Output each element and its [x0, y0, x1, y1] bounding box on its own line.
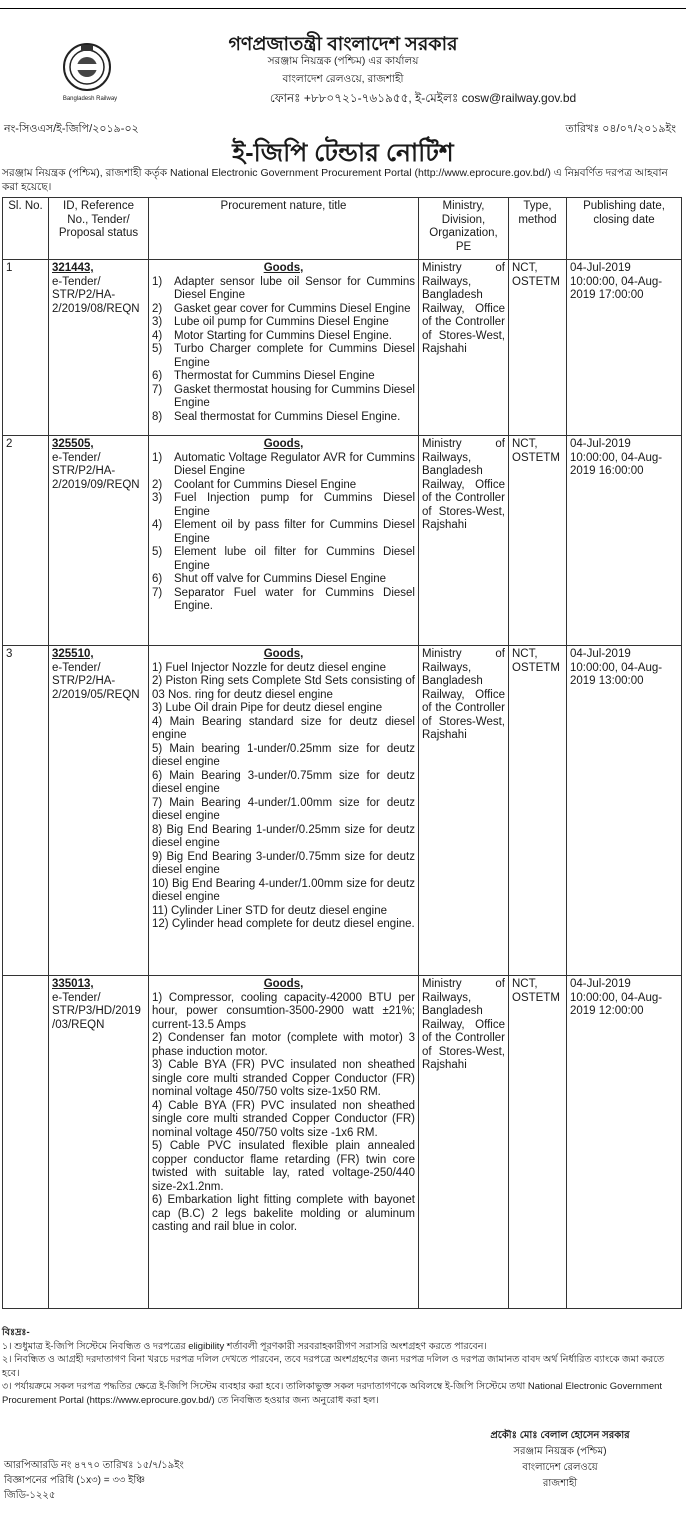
cell-id — [49, 436, 149, 646]
tender-ref: e-Tender/ STR/P3/HD/2019 /03/REQN — [52, 991, 141, 1031]
list-item: 11) Cylinder Liner STD for deutz diesel engine — [152, 904, 388, 917]
list-item: 3) Cable BYA (FR) PVC insulated non sheathed single core multi stranded Copper Conductor (FR) nominal voltage 450/750 volts size-1x50 RM. — [152, 1059, 415, 1098]
list-item: 6) Shut off valve for Cummins Diesel Engine — [152, 573, 386, 585]
goods-label: Goods, — [263, 262, 304, 274]
list-item: 5) Element lube oil filter for Cummins Diesel Engine — [152, 546, 415, 572]
signatory-designation: সরঞ্জাম নিয়ন্ত্রক (পশ্চিম) — [513, 1446, 607, 1457]
col-type: Type, method — [509, 198, 567, 260]
signatory-place: রাজশাহী — [542, 1478, 578, 1489]
cell-publishing: 04-Jul-2019 10:00:00, 04-Aug-2019 13:00:00 — [567, 646, 682, 976]
list-item: 1) Automatic Voltage Regulator AVR for Cummins Diesel Engine — [152, 451, 415, 477]
list-item: 4) Element oil by pass filter for Cummins Diesel Engine — [152, 519, 415, 545]
list-item: 1) Fuel Injector Nozzle for deutz diesel engine — [152, 661, 386, 674]
table-row — [3, 646, 682, 976]
goods-label: Goods, — [263, 978, 304, 990]
tender-table — [2, 197, 682, 1309]
col-nature: Procurement nature, title — [149, 198, 419, 260]
cell-type: NCT, OSTETM — [509, 976, 567, 1309]
notes-heading: বিঃদ্রঃ- — [2, 1327, 30, 1338]
tender-id: 325510, — [52, 648, 94, 660]
goods-label: Goods, — [263, 438, 304, 450]
cell-type: NCT, OSTETM — [509, 260, 567, 436]
cell-id — [49, 976, 149, 1309]
list-item: 1) Compressor, cooling capacity-42000 BTU per hour, power consumtion-3500-2900 watt ±21%; current-13.5 Amps — [152, 991, 415, 1031]
table-row — [3, 260, 682, 436]
list-item: 2) Coolant for Cummins Diesel Engine — [152, 478, 357, 491]
rprd-number: আরপিআরডি নং ৪৭৭০ তারিখঃ ১৫/৭/১৯ইং — [4, 1460, 184, 1471]
notice-date: তারিখঃ ০৪/০৭/২০১৯ইং — [565, 123, 676, 135]
cell-ministry: Ministry of Railways, Bangladesh Railway, Office of the Controller of Stores-West, Rajshahi — [419, 976, 509, 1309]
tender-ref: e-Tender/ STR/P2/HA-2/2019/05/REQN — [52, 661, 140, 701]
list-item: 5) Main bearing 1-under/0.25mm size for deutz diesel engine — [152, 742, 415, 768]
cell-nature — [149, 260, 419, 436]
cell-ministry: Ministry of Railways, Bangladesh Railway, Office of the Controller of Stores-West, Rajshahi — [419, 436, 509, 646]
cell-ministry: Ministry of Railways, Bangladesh Railway, Office of the Controller of Stores-West, Rajshahi — [419, 646, 509, 976]
list-item: 6) Main Bearing 3-under/0.75mm size for deutz diesel engine — [152, 769, 415, 795]
office-place: বাংলাদেশ রেলওয়ে, রাজশাহী — [282, 73, 404, 85]
list-item: 1) Adapter sensor lube oil Sensor for Cummins Diesel Engine — [152, 275, 415, 301]
signature-block — [440, 1428, 680, 1492]
list-item: 2) Piston Ring sets Complete Std Sets consisting of 03 Nos. ring for deutz diesel engine — [152, 675, 415, 701]
cell-publishing: 04-Jul-2019 10:00:00, 04-Aug-2019 12:00:00 — [567, 976, 682, 1309]
list-item: 6) Embarkation light fitting complete with bayonet cap (B.C) 2 legs bakelite molding or aluminum casting and rail blue in color. — [152, 1194, 415, 1233]
cell-sl — [3, 976, 49, 1309]
col-id: ID, Reference No., Tender/ Proposal status — [49, 198, 149, 260]
cell-sl: 2 — [3, 436, 49, 646]
note-1: ১। শুধুমাত্র ই-জিপি সিস্টেমে নিবন্ধিত ও দরপত্রের eligibility শর্তাবলী পূরণকারী সরবরাহকারীগণ সরাসরি অংশগ্রহণ করতে পারবেন। — [2, 1340, 487, 1352]
list-item: 9) Big End Bearing 3-under/0.75mm size for deutz diesel engine — [152, 850, 415, 876]
top-rule — [0, 8, 686, 9]
list-item: 4) Main Bearing standard size for deutz diesel engine — [152, 715, 415, 741]
goods-label: Goods, — [263, 648, 304, 660]
tender-ref: e-Tender/ STR/P2/HA-2/2019/09/REQN — [52, 451, 140, 491]
list-item: 7) Main Bearing 4-under/1.00mm size for deutz diesel engine — [152, 796, 415, 822]
list-item: 6) Thermostat for Cummins Diesel Engine — [152, 370, 375, 382]
list-item: 12) Cylinder head complete for deutz diesel engine. — [152, 918, 415, 930]
list-item: 3) Lube oil pump for Cummins Diesel Engine — [152, 316, 389, 328]
note-3: ৩। পর্যায়ক্রমে সকল দরপত্র পদ্ধতির ক্ষেত্রে ই-জিপি সিস্টেম ব্যবহার করা হবে। তালিকাভুক্ত সকল দরদাতাগণকে অবিলম্বে ই-জিপি সিস্টেমে তথা National Electronic Government Procurement Portal (https://www.eprocure.gov.bd/) তে নিবন্ধিত হওয়ার জন্য অনুরোধ করা হল। — [2, 1381, 663, 1406]
cell-type: NCT, OSTETM — [509, 646, 567, 976]
cell-id — [49, 260, 149, 436]
list-item: 3) Lube Oil drain Pipe for deutz diesel engine — [152, 702, 383, 714]
note-2: ২। নিবন্ধিত ও আগ্রহী দরদাতাগণ বিনা খরচে দরপত্র দলিল দেখতে পারবেন, তবে দরপত্রে অংশগ্রহণের জন্য দরপত্র দলিল ও দরপত্র জামানত বাবদ অর্থ নির্ধারিত ব্যাংকে জমা করতে হবে। — [2, 1354, 665, 1379]
gd-number: জিডি-১২২৫ — [4, 1490, 56, 1501]
cell-nature — [149, 436, 419, 646]
cell-type: NCT, OSTETM — [509, 436, 567, 646]
letterhead — [0, 28, 686, 118]
col-sl: Sl. No. — [3, 198, 49, 260]
table-row — [3, 976, 682, 1309]
list-item: 5) Turbo Charger complete for Cummins Diesel Engine — [152, 343, 415, 369]
cell-nature — [149, 646, 419, 976]
list-item: 8) Big End Bearing 1-under/0.25mm size for deutz diesel engine — [152, 823, 415, 849]
table-header-row — [3, 198, 682, 260]
cell-nature — [149, 976, 419, 1309]
cell-publishing: 04-Jul-2019 10:00:00, 04-Aug-2019 17:00:00 — [567, 260, 682, 436]
cell-sl: 1 — [3, 260, 49, 436]
table-row — [3, 436, 682, 646]
col-publishing: Publishing date, closing date — [567, 198, 682, 260]
list-item: 3) Fuel Injection pump for Cummins Diesel Engine — [152, 492, 415, 518]
list-item: 4) Motor Starting for Cummins Diesel Engine. — [152, 329, 392, 342]
tender-id: 321443, — [52, 262, 94, 274]
list-item: 7) Separator Fuel water for Cummins Diesel Engine. — [152, 586, 415, 612]
list-item: 7) Gasket thermostat housing for Cummins Diesel Engine — [152, 383, 415, 409]
intro-text: সরঞ্জাম নিয়ন্ত্রক (পশ্চিম), রাজশাহী কর্তৃক National Electronic Government Procurement Portal (http://www.eprocure.gov.bd/) এ নিম্নবর্ণিত দরপত্র আহবান করা হয়েছে। — [2, 167, 668, 193]
cell-publishing: 04-Jul-2019 10:00:00, 04-Aug-2019 16:00:00 — [567, 436, 682, 646]
tender-id: 325505, — [52, 438, 94, 450]
cell-id — [49, 646, 149, 976]
contact-line: ফোনঃ +৮৮০৭২১-৭৬১৯৫৫, ই-মেইলঃ cosw@railway.gov.bd — [269, 91, 577, 105]
list-item: 2) Condenser fan motor (complete with motor) 3 phase induction motor. — [152, 1032, 415, 1058]
list-item: 8) Seal thermostat for Cummins Diesel Engine. — [152, 410, 401, 423]
notes-section — [2, 1326, 681, 1407]
org-name: গণপ্রজাতন্ত্রী বাংলাদেশ সরকার — [228, 34, 458, 55]
list-item: 5) Cable PVC insulated flexible plain annealed copper conductor flame retarding (FR) twin core twisted with suitable lay, rated voltage-250/440 size-2x1.2nm. — [152, 1140, 415, 1193]
office-name: সরঞ্জাম নিয়ন্ত্রক (পশ্চিম) এর কার্যালয় — [267, 55, 419, 67]
tender-id: 335013, — [52, 978, 94, 990]
list-item: 2) Gasket gear cover for Cummins Diesel Engine — [152, 302, 411, 315]
logo-caption: Bangladesh Railway — [62, 96, 118, 102]
col-ministry: Ministry, Division, Organization, PE — [419, 198, 509, 260]
memo-number: নং-সিওএস/ই-জিপি/২০১৯-০২ — [4, 123, 139, 135]
tender-ref: e-Tender/ STR/P2/HA-2/2019/08/REQN — [52, 275, 140, 315]
ad-size: বিজ্ঞাপনের পরিধি (১x৩) = ৩৩ ইঞ্চি — [4, 1475, 145, 1486]
footer-block — [4, 1458, 184, 1503]
signatory-org: বাংলাদেশ রেলওয়ে — [522, 1462, 598, 1473]
cell-ministry: Ministry of Railways, Bangladesh Railway, Office of the Controller of Stores-West, Rajshahi — [419, 260, 509, 436]
signatory-name: প্রকৌঃ মোঃ বেলাল হোসেন সরকার — [490, 1430, 630, 1441]
list-item: 4) Cable BYA (FR) PVC insulated non sheathed single core multi stranded Copper Conductor (FR) nominal voltage 450/750 volts size -1x6 RM. — [152, 1099, 415, 1139]
notice-title: ই-জিপি টেন্ডার নোটিশ — [232, 139, 454, 167]
list-item: 10) Big End Bearing 4-under/1.00mm size for deutz diesel engine — [152, 877, 415, 903]
cell-sl: 3 — [3, 646, 49, 976]
